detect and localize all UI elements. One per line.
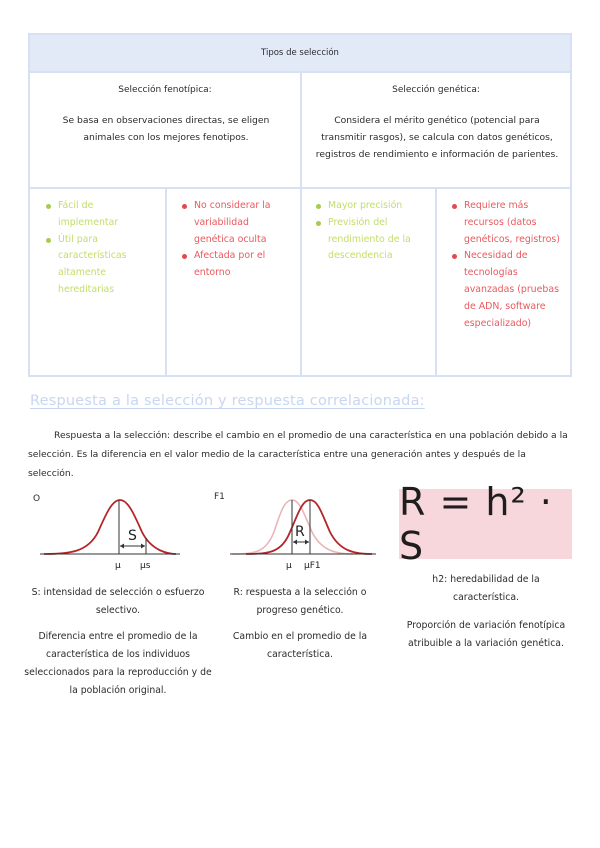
figure-left-label: O <box>33 494 41 504</box>
formula-text: R = h² · S <box>399 480 553 568</box>
formula-caption2: Proporción de variación fenotípica atribuible a la variación genética. <box>406 620 566 649</box>
genetic-description: Considera el mérito genético (potencial para transmitir rasgos), se calcula con datos genéticos, registros de rendimiento e información de parientes. <box>315 115 559 160</box>
list-item: Fácil de implementar <box>44 198 154 232</box>
phenotypic-description: Se basa en observaciones directas, se eligen animales con los mejores fenotipos. <box>62 115 270 143</box>
mu-s-label: μs <box>140 561 151 571</box>
intro-paragraph <box>28 426 572 483</box>
selection-types-table <box>28 33 572 377</box>
figure-left-caption2: Diferencia entre el promedio de la característica de los individuos seleccionados para la reproducción y de la población original. <box>24 631 212 696</box>
intro-text: Respuesta a la selección: describe el cambio en el promedio de una característica en una población debido a la selección. Es la diferencia en el valor medio de la característica entre una generación antes y después de la selección. <box>28 430 568 479</box>
phenotypic-cons-list <box>180 198 292 282</box>
mu-f1-label: μF1 <box>304 561 321 571</box>
list-item: Útil para características altamente hereditarias <box>44 232 154 299</box>
phenotypic-title: Selección fenotípica: <box>118 85 212 95</box>
genetic-pros-list <box>314 198 426 265</box>
figure-middle-caption2: Cambio en el promedio de la característica. <box>232 631 368 660</box>
figure-middle-caption1: R: respuesta a la selección o progreso genético. <box>233 587 367 616</box>
subcolumn-divider-1 <box>165 189 167 375</box>
formula-caption1: h2: heredabilidad de la característica. <box>432 574 540 603</box>
subcolumn-divider-2 <box>300 189 302 375</box>
distribution-curve <box>44 500 176 554</box>
phenotypic-pros-list <box>44 198 154 299</box>
formula-box <box>399 480 572 568</box>
list-item: Requiere más recursos (datos genéticos, registros) <box>450 198 562 248</box>
figure-left-distribution <box>40 492 180 574</box>
mu-label: μ <box>286 561 292 571</box>
section-title: Respuesta a la selección y respuesta correlacionada: <box>30 393 425 409</box>
subcolumn-divider-3 <box>435 189 437 375</box>
r-label: R <box>295 524 305 540</box>
table-header-title: Tipos de selección <box>261 48 339 58</box>
list-item: Necesidad de tecnologías avanzadas (pruebas de ADN, software especializado) <box>450 248 562 332</box>
s-label: S <box>128 528 137 544</box>
list-item: Afectada por el entorno <box>180 248 292 282</box>
list-item: No considerar la variabilidad genética oculta <box>180 198 292 248</box>
figure-middle-distribution <box>226 492 378 574</box>
mu-label: μ <box>115 561 121 571</box>
figure-middle-label: F1 <box>214 492 225 502</box>
figure-left-caption1: S: intensidad de selección o esfuerzo selectivo. <box>31 587 205 616</box>
list-item: Mayor precisión <box>314 198 426 215</box>
genetic-cons-list <box>450 198 562 332</box>
table-header <box>30 35 570 73</box>
genetic-title: Selección genética: <box>392 85 480 95</box>
list-item: Previsión del rendimiento de la descendencia <box>314 215 426 265</box>
